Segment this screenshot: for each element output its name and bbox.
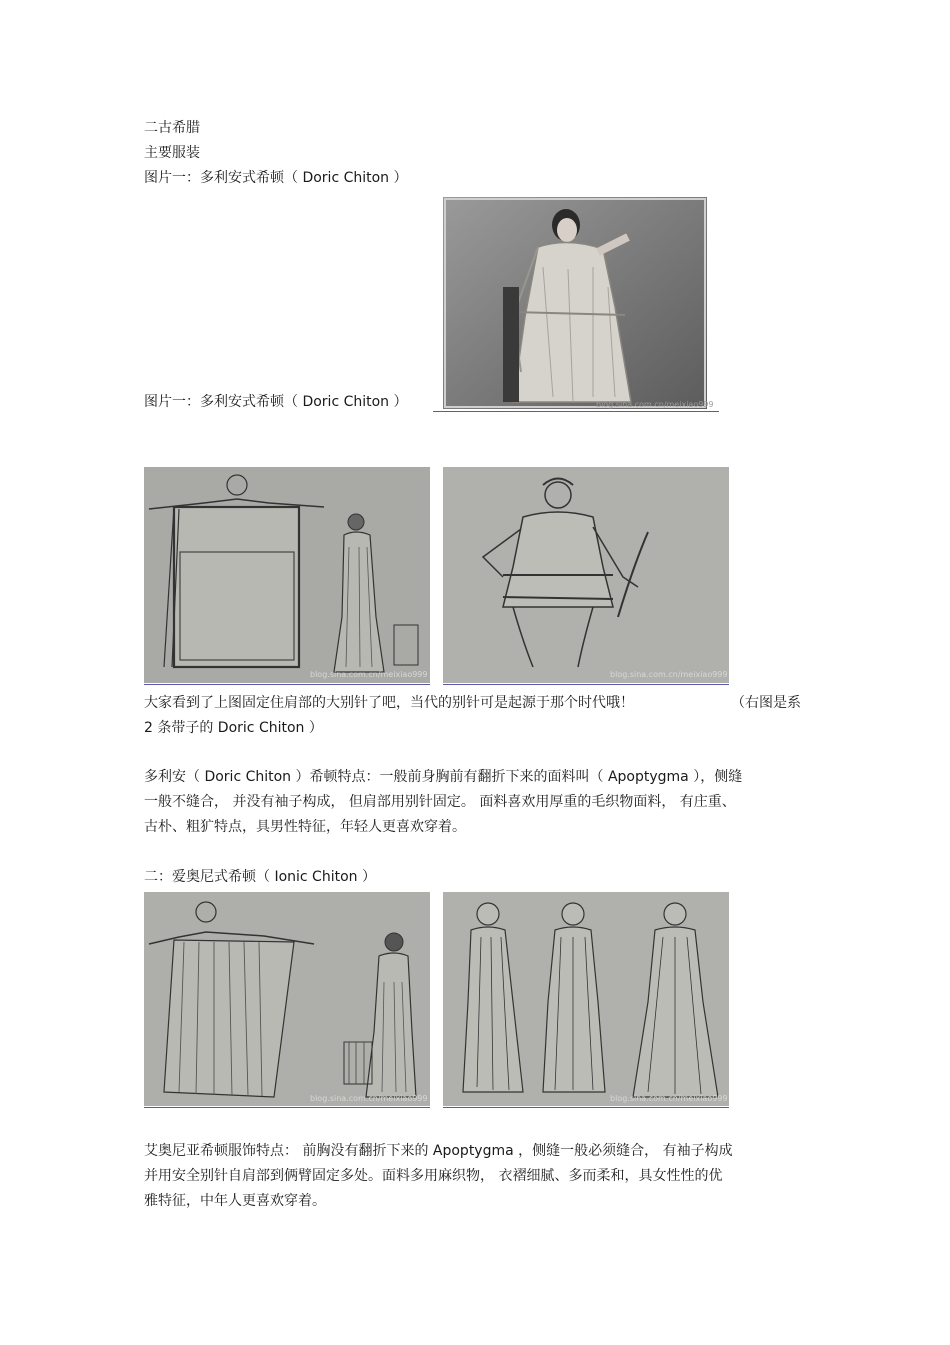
paragraph2-line2: 一般不缝合， 并没有袖子构成， 但肩部用别针固定。 面料喜欢用厚重的毛织物面料， 有庄重、 [144,794,736,810]
subtitle: 主要服装 [144,145,200,161]
watermark-5: blog.sina.com.cn/meixiao999 [610,1094,728,1103]
image-underline [144,1107,430,1108]
paragraph1-line1: 大家看到了上图固定住肩部的大别针了吧，当代的别针可是起源于那个时代哦！ [144,695,634,711]
paragraph3-line2: 并用安全别针自肩部到俩臂固定多处。面料多用麻织物， 衣褶细腻、多而柔和，具女性性的优 [144,1168,723,1184]
paragraph1-line1-right: （右图是系 [731,695,801,711]
section2-title: 二：爱奥尼式希顿（ Ionic Chiton ） [144,869,376,885]
image-underline [443,684,729,685]
figure-caption-top: 图片一：多利安式希顿（ Doric Chiton ） [144,170,408,186]
ionic-chiton-figures-drawing [443,892,729,1106]
section-title: 二古希腊 [144,120,200,136]
paragraph3-line1: 艾奥尼亚希顿服饰特点： 前胸没有翻折下来的 Apoptygma ，侧缝一般必须缝合， 有袖子构成 [144,1143,733,1159]
paragraph3-line3: 雅特征，中年人更喜欢穿着。 [144,1193,326,1209]
image-underline [144,684,430,685]
caption-underline [433,411,719,412]
watermark-2: blog.sina.com.cn/meixiao999 [310,670,428,679]
paragraph2-line1: 多利安（ Doric Chiton ）希顿特点：一般前身胸前有翻折下来的面料叫（ Apoptygma ），侧缝 [144,769,743,785]
figure-caption-bottom: 图片一：多利安式希顿（ Doric Chiton ） [144,394,408,410]
ionic-chiton-drawing [144,892,430,1106]
doric-chiton-belted-drawing [443,467,729,683]
doric-chiton-photo [443,197,707,409]
watermark-1: blog.sina.com.cn/meixiao999 [596,400,714,409]
doric-chiton-drawing [144,467,430,683]
paragraph1-line2: 2 条带子的 Doric Chiton ） [144,720,323,736]
image-underline [443,1107,729,1108]
watermark-3: blog.sina.com.cn/meixiao999 [610,670,728,679]
watermark-4: blog.sina.com.cn/meixiao999 [310,1094,428,1103]
paragraph2-line3: 古朴、粗犷特点，具男性特征，年轻人更喜欢穿着。 [144,819,466,835]
